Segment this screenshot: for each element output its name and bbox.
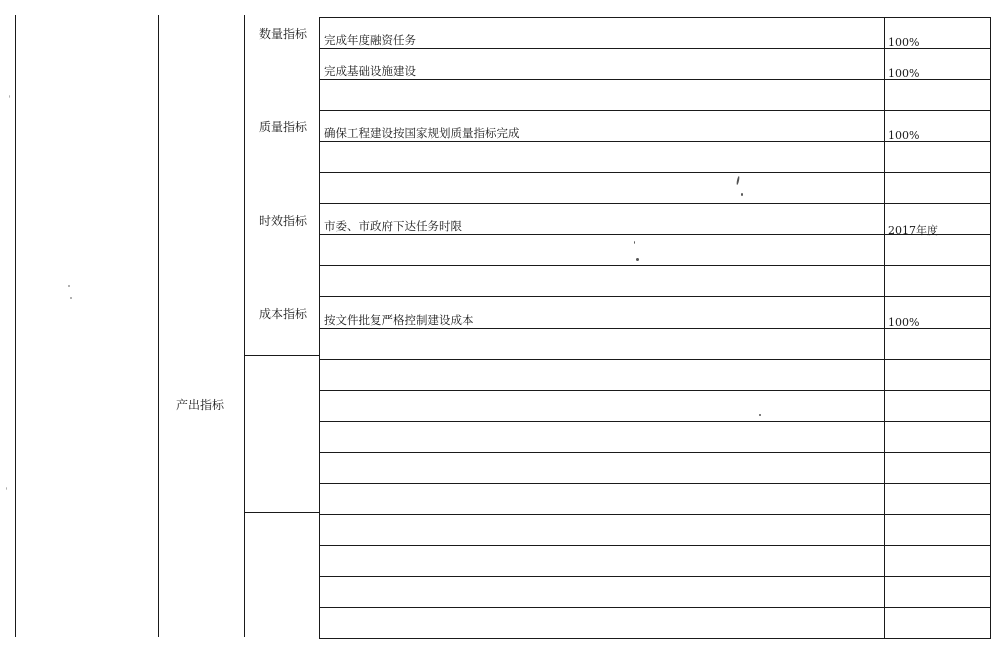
row-border xyxy=(319,607,991,608)
group-label-timeliness: 时效指标 xyxy=(259,214,308,228)
row-border xyxy=(319,514,991,515)
scan-speck xyxy=(9,95,10,98)
group-label-quantity: 数量指标 xyxy=(259,27,308,41)
indicator-value: 100% xyxy=(888,36,920,49)
scan-speck xyxy=(68,285,70,287)
indicator-value: 100% xyxy=(888,67,920,81)
col-border-1 xyxy=(15,15,16,637)
indicator-text: 完成年度融资任务 xyxy=(324,33,416,47)
scan-speck xyxy=(634,241,635,244)
row-border xyxy=(319,638,991,639)
scan-speck xyxy=(741,193,743,196)
indicator-value: 100% xyxy=(888,315,920,329)
indicator-value: 2017年度 xyxy=(888,224,938,238)
row-border xyxy=(319,265,991,266)
indicator-text: 完成基础设施建设 xyxy=(324,64,416,79)
scan-speck xyxy=(759,414,761,416)
row-border xyxy=(319,359,991,360)
row-border xyxy=(319,576,991,577)
indicator-text: 按文件批复严格控制建设成本 xyxy=(324,312,474,327)
scan-speck xyxy=(736,176,740,185)
row-border xyxy=(319,172,991,173)
group-separator xyxy=(244,355,320,356)
row-border xyxy=(319,545,991,546)
row-border xyxy=(319,203,991,204)
col-border-3 xyxy=(244,15,245,637)
indicator-text: 确保工程建设按国家规划质量指标完成 xyxy=(324,126,520,141)
group-label-cost: 成本指标 xyxy=(259,307,308,321)
indicator-value: 100% xyxy=(888,129,920,143)
scan-speck xyxy=(636,258,639,261)
table-top-border xyxy=(319,17,991,18)
group-label-quality: 质量指标 xyxy=(259,120,308,134)
scan-speck xyxy=(6,487,7,490)
row-border xyxy=(319,421,991,422)
col-border-2 xyxy=(158,15,159,637)
indicator-text: 市委、市政府下达任务时限 xyxy=(324,219,462,234)
group-separator xyxy=(244,512,320,513)
row-border xyxy=(319,296,991,297)
row-border xyxy=(319,452,991,453)
row-border xyxy=(319,483,991,484)
row-border xyxy=(319,390,991,391)
scan-speck xyxy=(70,297,72,299)
row-border xyxy=(319,110,991,111)
level2-label: 产出指标 xyxy=(176,398,225,412)
